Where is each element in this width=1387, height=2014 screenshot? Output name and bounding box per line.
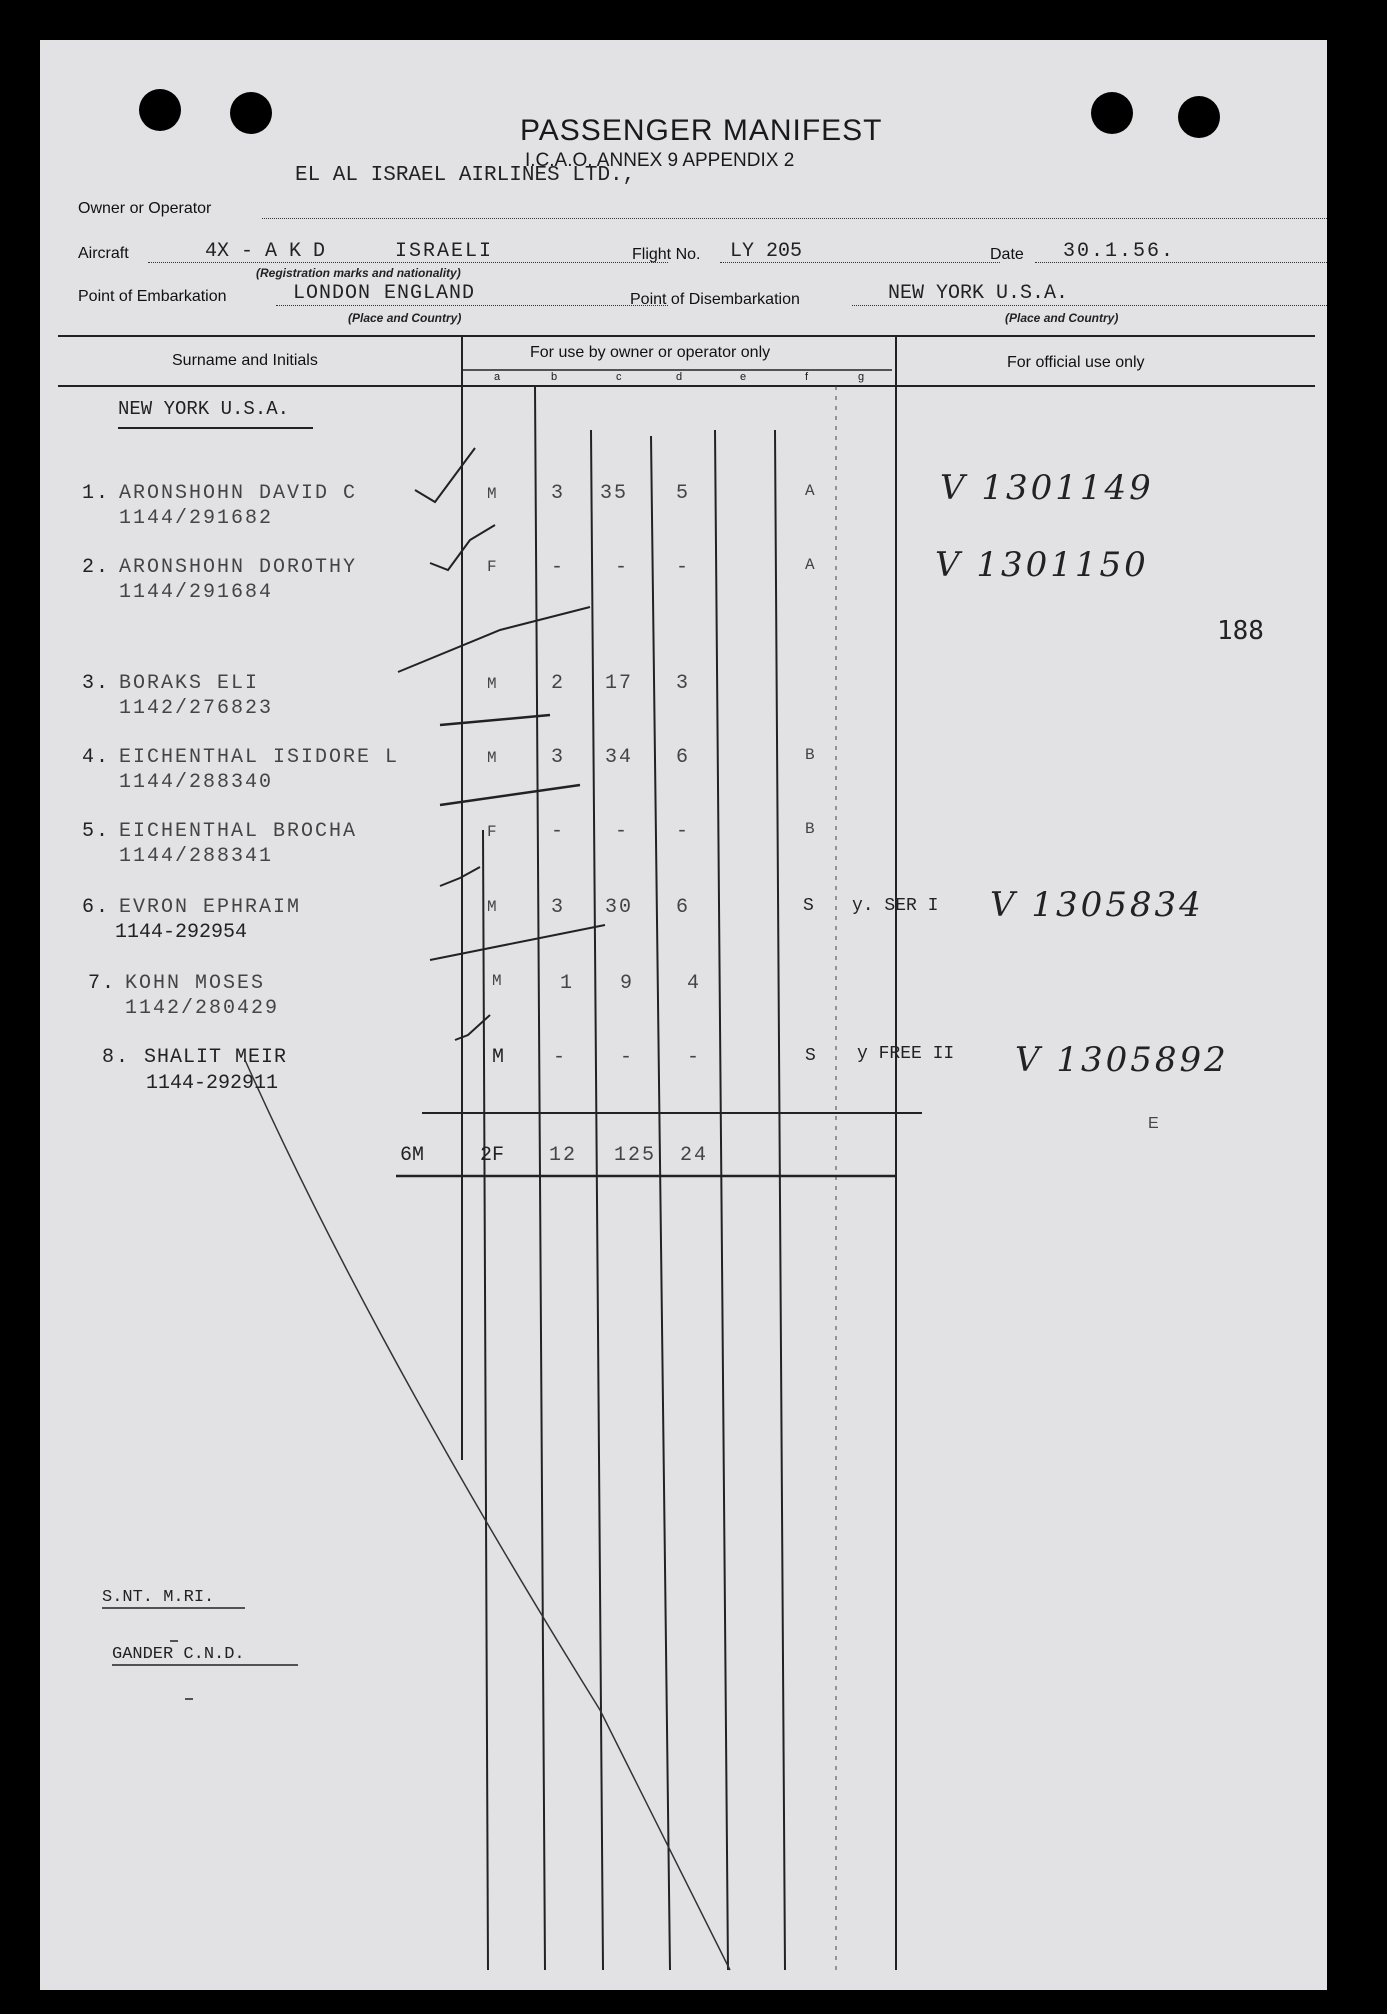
passenger-ref: 1144/288340 — [119, 771, 274, 794]
cell-c: 30 — [605, 896, 634, 919]
form-title: PASSENGER MANIFEST — [520, 114, 883, 147]
manifest-sheet — [40, 40, 1327, 1990]
official-number: V 1305834 — [990, 885, 1204, 925]
cell-f: B — [805, 820, 817, 838]
stop-gander: GANDER C.N.D. — [112, 1645, 245, 1664]
disembarkation-label: Point of Disembarkation — [630, 291, 800, 308]
flight-label: Flight No. — [632, 246, 701, 263]
name-column-header: Surname and Initials — [172, 352, 318, 369]
cell-d: 6 — [676, 896, 691, 919]
nationality-value: ISRAELI — [395, 240, 494, 263]
cell-f: B — [805, 746, 817, 764]
passenger-ref: 1144-292911 — [146, 1072, 279, 1095]
passenger-ref: 1144/291684 — [119, 581, 274, 604]
cell-a: M — [487, 898, 499, 916]
page-number: 188 — [1217, 616, 1264, 646]
row-number: 7. — [88, 972, 117, 995]
official-number: V 1301149 — [940, 468, 1154, 508]
passenger-name: EICHENTHAL ISIDORE L — [119, 746, 400, 769]
date-label: Date — [990, 246, 1024, 263]
row-number: 8. — [102, 1046, 131, 1069]
row-number: 6. — [82, 896, 111, 919]
passenger-name: EICHENTHAL BROCHA — [119, 820, 358, 843]
cell-a: M — [487, 749, 499, 767]
date-value: 30.1.56. — [1063, 240, 1176, 263]
cell-c: - — [615, 556, 630, 579]
cell-f: A — [805, 556, 817, 574]
row-number: 5. — [82, 820, 111, 843]
sub-column-f: f — [805, 371, 809, 383]
cell-a: M — [492, 1046, 505, 1069]
cell-d: - — [676, 820, 691, 843]
cell-b: 1 — [560, 972, 575, 995]
sub-column-g: g — [858, 371, 865, 383]
owner-label: Owner or Operator — [78, 200, 212, 217]
aircraft-value: 4X - A K D — [205, 240, 326, 263]
cell-f: S — [805, 1046, 818, 1066]
owner-column-header: For use by owner or operator only — [530, 344, 771, 361]
passenger-name: ARONSHOHN DOROTHY — [119, 556, 358, 579]
cell-b: 2 — [551, 672, 566, 695]
total-d: 24 — [680, 1144, 709, 1167]
disembarkation-value: NEW YORK U.S.A. — [888, 282, 1069, 305]
total-c: 125 — [614, 1144, 657, 1167]
passenger-ref: 1142/280429 — [125, 997, 280, 1020]
sub-column-d: d — [676, 371, 683, 383]
stray-mark: E — [1148, 1115, 1159, 1132]
cell-b: 3 — [551, 482, 566, 505]
embarkation-value: LONDON ENGLAND — [293, 282, 476, 305]
cell-d: - — [687, 1046, 702, 1069]
aircraft-label: Aircraft — [78, 245, 129, 262]
row-number: 4. — [82, 746, 111, 769]
cell-a: M — [487, 675, 499, 693]
cell-b: - — [553, 1046, 568, 1069]
cell-a: F — [487, 823, 499, 841]
cell-c: - — [620, 1046, 635, 1069]
passenger-ref: 1144-292954 — [115, 921, 248, 944]
registration-note: (Registration marks and nationality) — [256, 266, 461, 280]
passenger-name: BORAKS ELI — [119, 672, 260, 695]
cell-f: S — [803, 896, 816, 916]
cell-d: - — [676, 556, 691, 579]
row-number: 1. — [82, 482, 111, 505]
passenger-name: ARONSHOHN DAVID C — [119, 482, 358, 505]
row-number: 2. — [82, 556, 111, 579]
cell-c: 17 — [605, 672, 634, 695]
sub-column-c: c — [616, 371, 622, 383]
sub-column-e: e — [740, 371, 747, 383]
section-label: NEW YORK U.S.A. — [118, 398, 290, 420]
operator-name: EL AL ISRAEL AIRLINES LTD., — [295, 164, 636, 187]
cell-d: 4 — [687, 972, 702, 995]
cell-a: M — [487, 485, 499, 503]
cell-d: 6 — [676, 746, 691, 769]
cell-c: - — [615, 820, 630, 843]
form-subtitle: I.C.A.O. ANNEX 9 APPENDIX 2 — [525, 150, 795, 171]
passenger-name: EVRON EPHRAIM — [119, 896, 302, 919]
passenger-name: SHALIT MEIR — [144, 1046, 288, 1069]
cell-f: A — [805, 482, 817, 500]
cell-g: y FREE II — [857, 1044, 955, 1064]
official-number: V 1305892 — [1015, 1040, 1229, 1080]
official-column-header: For official use only — [1007, 354, 1145, 371]
cell-b: 3 — [551, 746, 566, 769]
total-m: 6M — [400, 1144, 425, 1167]
passenger-ref: 1144/288341 — [119, 845, 274, 868]
official-number: V 1301150 — [935, 545, 1149, 585]
cell-a: F — [487, 558, 499, 576]
disembarkation-field — [852, 305, 1327, 306]
total-a: 2F — [480, 1144, 505, 1167]
cell-b: 3 — [551, 896, 566, 919]
owner-field — [262, 218, 1327, 219]
passenger-ref: 1144/291682 — [119, 507, 274, 530]
embarkation-label: Point of Embarkation — [78, 288, 227, 305]
passenger-name: KOHN MOSES — [125, 972, 266, 995]
sub-column-a: a — [494, 371, 501, 383]
row-number: 3. — [82, 672, 111, 695]
cell-g: y. SER I — [852, 896, 939, 916]
embarkation-field — [276, 305, 668, 306]
total-b: 12 — [549, 1144, 578, 1167]
disembarkation-note: (Place and Country) — [1005, 311, 1119, 325]
passenger-ref: 1142/276823 — [119, 697, 274, 720]
flight-value: LY 205 — [730, 240, 803, 263]
cell-c: 34 — [605, 746, 634, 769]
embarkation-note: (Place and Country) — [348, 311, 462, 325]
cell-d: 5 — [676, 482, 691, 505]
stop-santa-maria: S.NT. M.RI. — [102, 1588, 215, 1607]
cell-a: M — [492, 972, 504, 990]
sub-column-b: b — [551, 371, 558, 383]
cell-c: 9 — [620, 972, 635, 995]
cell-b: - — [551, 556, 566, 579]
cell-b: - — [551, 820, 566, 843]
cell-c: 35 — [600, 482, 629, 505]
cell-d: 3 — [676, 672, 691, 695]
